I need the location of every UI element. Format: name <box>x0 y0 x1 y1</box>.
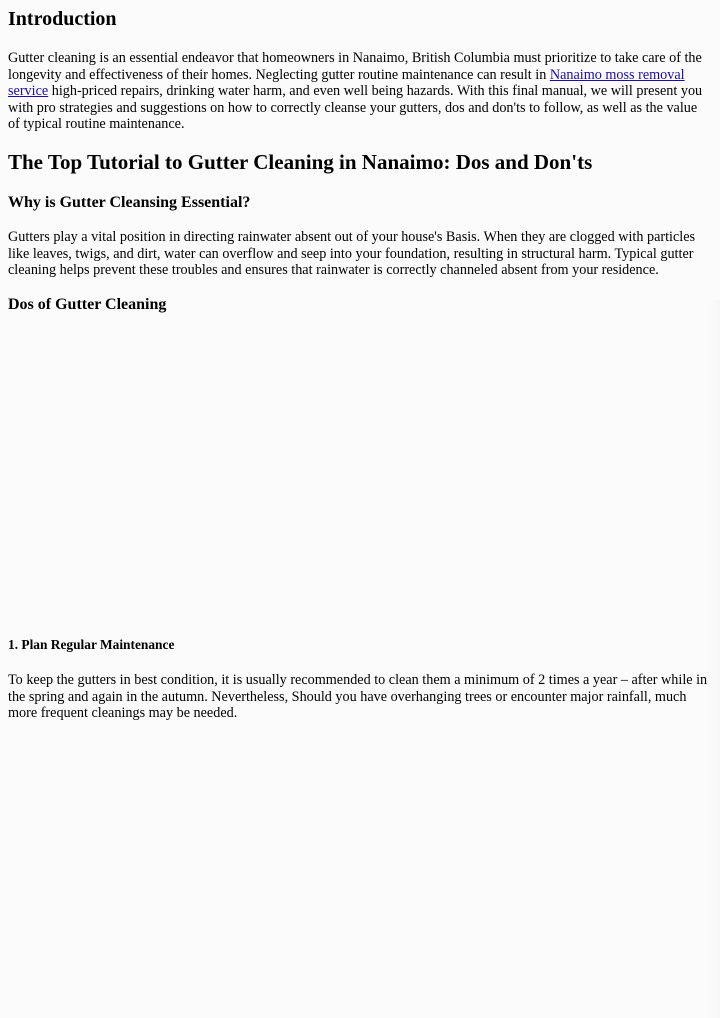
blank-image-area <box>8 322 704 626</box>
why-heading: Why is Gutter Cleansing Essential? <box>8 194 251 211</box>
page-edge-shadow <box>708 300 720 1018</box>
intro-heading: Introduction <box>8 8 117 30</box>
nanaimo-moss-removal-link[interactable]: Nanaimo moss removal service <box>8 66 685 100</box>
main-heading: The Top Tutorial to Gutter Cleaning in Nanaimo: Dos and Don'ts <box>8 150 593 174</box>
plan-paragraph: To keep the gutters in best condition, it is usually recommended to clean them a minimum of 2 times a year – after while in the spring and again in the autumn. Nevertheless, Should you have overhanging trees or encounter major rainfall, much more frequent cleanings may be needed. <box>8 672 708 722</box>
blank-image-area-2 <box>8 728 704 1008</box>
intro-text-after-link: high-priced repairs, drinking water harm, and even well being hazards. With this final manual, we will present you with pro strategies and suggestions on how to correctly cleanse your gutters, dos and don'ts to follow, as well as the value of typical routine maintenance. <box>8 83 703 133</box>
intro-paragraph <box>8 50 712 133</box>
plan-heading: 1. Plan Regular Maintenance <box>8 637 175 652</box>
why-paragraph: Gutters play a vital position in directing rainwater absent out of your house's Basis. When they are clogged with particles like leaves, twigs, and dirt, water can overflow and seep into your foundation, resulting in structural harm. Typical gutter cleaning helps prevent these troubles and ensures that rainwater is correctly channeled absent from your residence. <box>8 229 696 279</box>
dos-heading: Dos of Gutter Cleaning <box>8 296 167 313</box>
intro-text-before-link: Gutter cleaning is an essential endeavor that homeowners in Nanaimo, British Columbia must prioritize to take care of the longevity and effectiveness of their homes. Neglecting gutter routine maintenance can result in <box>8 50 702 83</box>
